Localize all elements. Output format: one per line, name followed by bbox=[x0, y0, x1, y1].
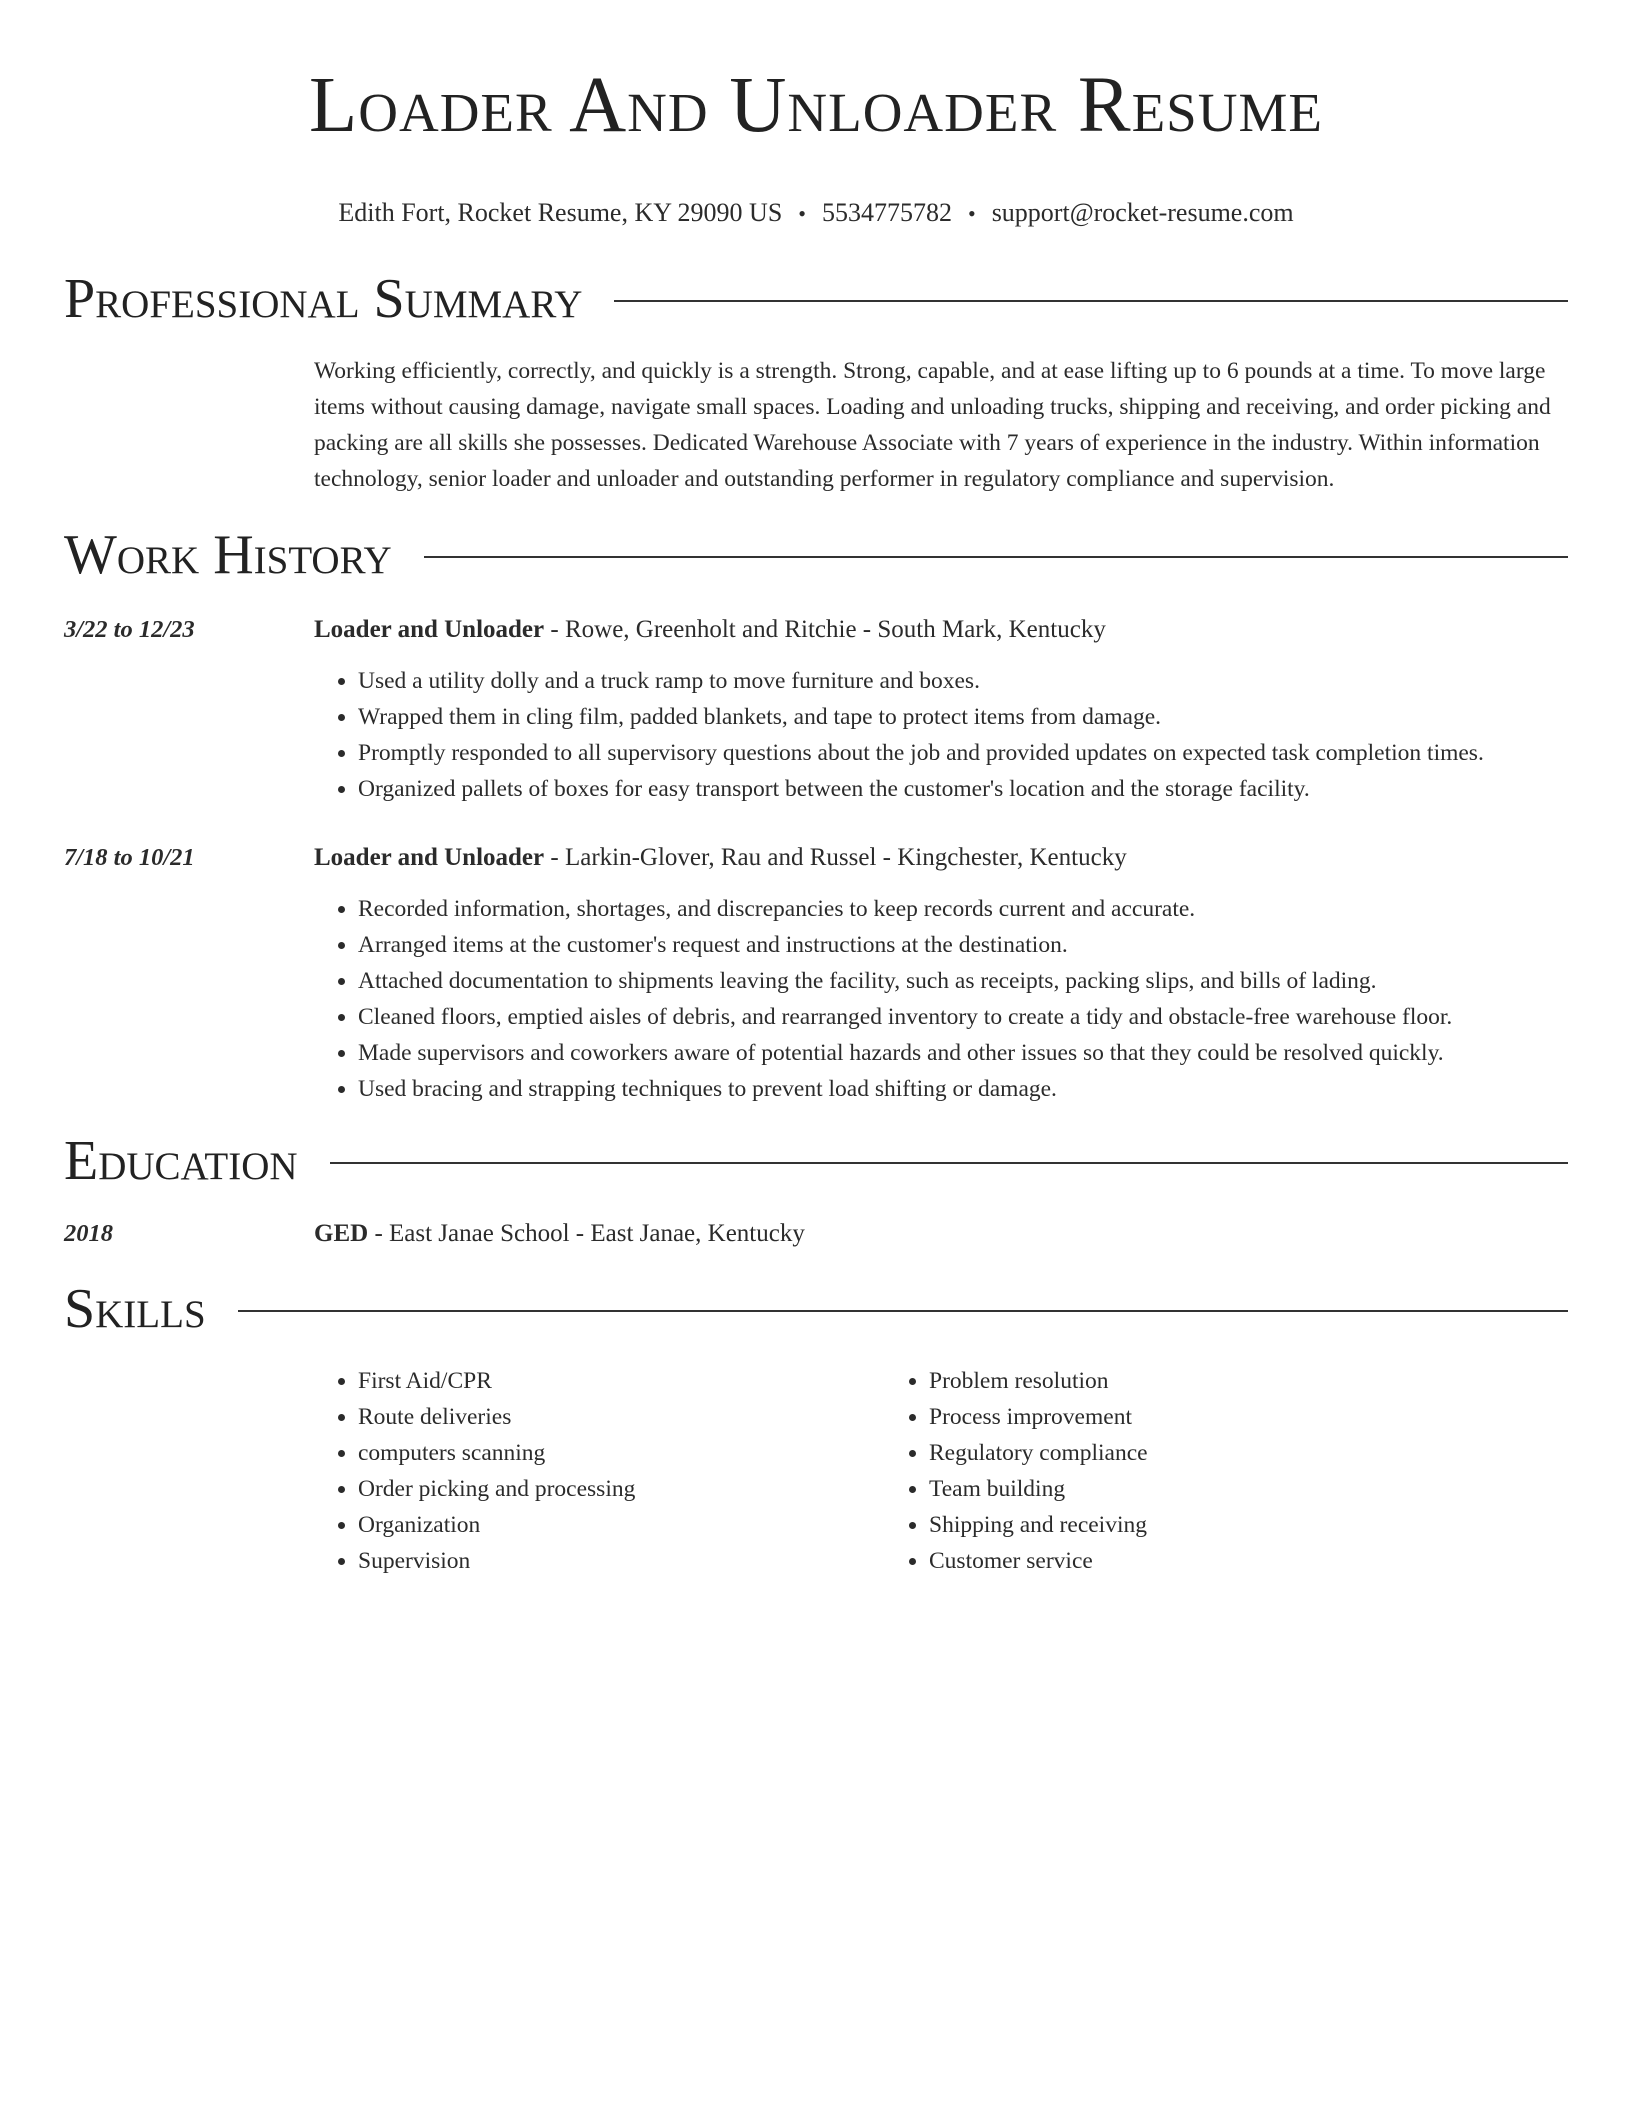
education-entry bbox=[64, 1217, 1568, 1251]
skills-column-right bbox=[885, 1363, 1456, 1579]
skills-column-left bbox=[314, 1363, 885, 1579]
skill-item: • Order picking and processing bbox=[358, 1471, 885, 1507]
job-duties bbox=[314, 891, 1568, 1107]
section-header-skills bbox=[64, 1277, 1568, 1341]
job-employer: - Rowe, Greenholt and Ritchie - South Mark, Kentucky bbox=[544, 616, 1106, 643]
job-body bbox=[314, 613, 1568, 807]
section-title-education: Education bbox=[64, 1130, 298, 1192]
job-employer: - Larkin-Glover, Rau and Russel - Kingchester, Kentucky bbox=[544, 844, 1127, 871]
job-duty: • Attached documentation to shipments leaving the facility, such as receipts, packing slips, and bills of lading. bbox=[358, 963, 1568, 999]
resume-header bbox=[64, 0, 1568, 231]
education-year: 2018 bbox=[64, 1220, 113, 1247]
skill-item: • Organization bbox=[358, 1507, 885, 1543]
education-heading bbox=[314, 1217, 1568, 1251]
contact-address: Edith Fort, Rocket Resume, KY 29090 US bbox=[338, 198, 783, 227]
section-divider bbox=[238, 1310, 1568, 1312]
education-school: - East Janae School - East Janae, Kentucky bbox=[368, 1220, 805, 1247]
job-heading bbox=[314, 613, 1568, 647]
resume-title: Loader And Unloader Resume bbox=[309, 62, 1323, 149]
summary-paragraph: Working efficiently, correctly, and quickly is a strength. Strong, capable, and at ease lifting up to 6 pounds at a time. To move large items without causing damage, navigate small spaces. Loading and unloading trucks, shipping and receiving, and order picking and packing are all skills she possesses. Dedicated Warehouse Associate with 7 years of experience in the industry. Within information technology, senior loader and unloader and outstanding performer in regulatory compliance and supervision. bbox=[314, 358, 1551, 492]
job-role: Loader and Unloader bbox=[314, 844, 545, 871]
section-divider bbox=[424, 556, 1568, 558]
contact-email: support@rocket-resume.com bbox=[991, 198, 1294, 227]
job-duty: • Recorded information, shortages, and discrepancies to keep records current and accurate. bbox=[358, 891, 1568, 927]
skills-list bbox=[314, 1363, 1568, 1579]
skill-item: • Route deliveries bbox=[358, 1399, 885, 1435]
education-body bbox=[314, 1217, 1568, 1251]
section-divider bbox=[614, 300, 1568, 302]
section-title-work-history: Work History bbox=[64, 524, 392, 586]
job-body bbox=[314, 841, 1568, 1107]
job-dates: 3/22 to 12/23 bbox=[64, 616, 195, 643]
skill-item: • Customer service bbox=[929, 1543, 1456, 1579]
section-header-education bbox=[64, 1129, 1568, 1193]
job-heading bbox=[314, 841, 1568, 875]
education-degree: GED bbox=[314, 1220, 369, 1247]
skill-item: • Process improvement bbox=[929, 1399, 1456, 1435]
skill-item: • Team building bbox=[929, 1471, 1456, 1507]
skill-item: • Shipping and receiving bbox=[929, 1507, 1456, 1543]
skill-item: • First Aid/CPR bbox=[358, 1363, 885, 1399]
job-duty: • Promptly responded to all supervisory questions about the job and provided updates on expected task completion times. bbox=[358, 735, 1568, 771]
job-duties bbox=[314, 663, 1568, 807]
section-header-work-history bbox=[64, 523, 1568, 587]
section-header-summary bbox=[64, 267, 1568, 331]
job-duty: • Used bracing and strapping techniques to prevent load shifting or damage. bbox=[358, 1071, 1568, 1107]
skill-item: • Problem resolution bbox=[929, 1363, 1456, 1399]
skill-item: • computers scanning bbox=[358, 1435, 885, 1471]
contact-line bbox=[64, 196, 1568, 231]
contact-phone: 5534775782 bbox=[821, 198, 952, 227]
skill-item: • Regulatory compliance bbox=[929, 1435, 1456, 1471]
job-entry bbox=[64, 841, 1568, 1107]
job-duty: • Cleaned floors, emptied aisles of debris, and rearranged inventory to create a tidy and obstacle-free warehouse floor. bbox=[358, 999, 1568, 1035]
job-role: Loader and Unloader bbox=[314, 616, 545, 643]
section-divider bbox=[330, 1162, 1568, 1164]
job-entry bbox=[64, 613, 1568, 807]
job-duty: • Wrapped them in cling film, padded blankets, and tape to protect items from damage. bbox=[358, 699, 1568, 735]
contact-separator: • bbox=[798, 201, 806, 226]
section-title-skills: Skills bbox=[64, 1278, 206, 1340]
job-dates: 7/18 to 10/21 bbox=[64, 844, 195, 871]
skill-item: • Supervision bbox=[358, 1543, 885, 1579]
job-duty: • Organized pallets of boxes for easy transport between the customer's location and the storage facility. bbox=[358, 771, 1568, 807]
section-title-summary: Professional Summary bbox=[64, 268, 583, 330]
job-duty: • Used a utility dolly and a truck ramp to move furniture and boxes. bbox=[358, 663, 1568, 699]
job-duty: • Made supervisors and coworkers aware of potential hazards and other issues so that they could be resolved quickly. bbox=[358, 1035, 1568, 1071]
contact-separator: • bbox=[967, 201, 976, 226]
job-duty: • Arranged items at the customer's request and instructions at the destination. bbox=[358, 927, 1568, 963]
